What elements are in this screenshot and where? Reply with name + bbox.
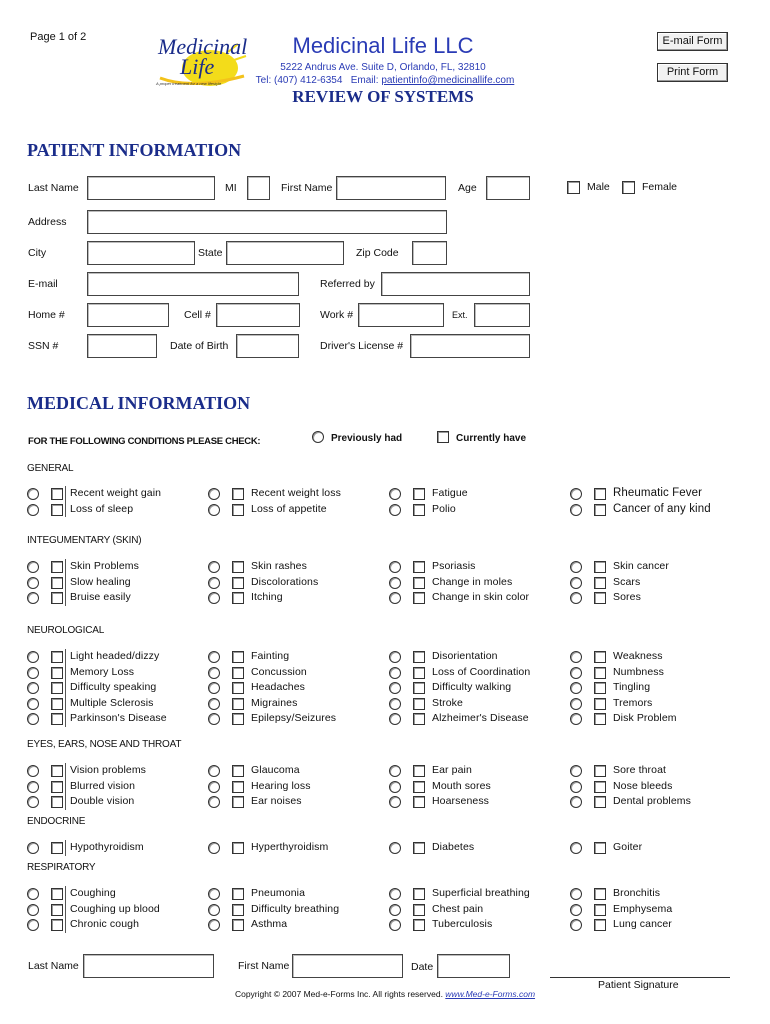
previously-had-radio[interactable] bbox=[570, 488, 582, 500]
female-checkbox[interactable] bbox=[622, 181, 635, 194]
currently-have-checkbox[interactable] bbox=[232, 698, 244, 710]
currently-have-checkbox[interactable] bbox=[232, 682, 244, 694]
condition-label: Asthma bbox=[251, 918, 288, 930]
previously-had-radio[interactable] bbox=[389, 796, 401, 808]
condition-label: Sore throat bbox=[613, 764, 667, 776]
previously-had-radio[interactable] bbox=[208, 488, 220, 500]
previously-had-radio[interactable] bbox=[27, 504, 39, 516]
currently-have-checkbox[interactable] bbox=[594, 651, 606, 663]
condition-label: Concussion bbox=[251, 666, 307, 678]
previously-had-radio[interactable] bbox=[208, 698, 220, 710]
previously-had-radio[interactable] bbox=[570, 651, 582, 663]
currently-have-checkbox[interactable] bbox=[51, 713, 63, 725]
currently-have-checkbox[interactable] bbox=[594, 698, 606, 710]
copyright-text: Copyright © 2007 Med-e-Forms Inc. All rights reserved. bbox=[234, 989, 446, 999]
currently-have-checkbox[interactable] bbox=[413, 765, 425, 777]
previously-had-radio[interactable] bbox=[389, 667, 401, 679]
previously-had-radio[interactable] bbox=[570, 713, 582, 725]
currently-have-checkbox[interactable] bbox=[594, 682, 606, 694]
condition-label: Bruise easily bbox=[70, 591, 131, 603]
category-title: INTEGUMENTARY (SKIN) bbox=[27, 535, 142, 546]
currently-have-checkbox[interactable] bbox=[232, 842, 244, 854]
currently-have-checkbox[interactable] bbox=[594, 781, 606, 793]
condition-label: Skin Problems bbox=[70, 560, 139, 572]
condition-label: Bronchitis bbox=[613, 887, 661, 899]
previously-had-radio[interactable] bbox=[570, 682, 582, 694]
previously-had-radio[interactable] bbox=[208, 713, 220, 725]
previously-had-radio[interactable] bbox=[27, 888, 39, 900]
footer-first-name-label: First Name bbox=[238, 960, 290, 972]
label-divider bbox=[65, 840, 66, 856]
previously-had-radio[interactable] bbox=[208, 919, 220, 931]
previously-had-radio[interactable] bbox=[208, 796, 220, 808]
currently-have-checkbox[interactable] bbox=[51, 698, 63, 710]
currently-have-checkbox[interactable] bbox=[232, 592, 244, 604]
previously-had-radio[interactable] bbox=[208, 765, 220, 777]
currently-have-checkbox[interactable] bbox=[594, 919, 606, 931]
footer-date-input[interactable] bbox=[437, 954, 510, 978]
footer-last-name-input[interactable] bbox=[83, 954, 214, 978]
previously-had-radio[interactable] bbox=[27, 667, 39, 679]
currently-have-checkbox[interactable] bbox=[51, 796, 63, 808]
currently-have-checkbox[interactable] bbox=[51, 488, 63, 500]
footer-last-name-label: Last Name bbox=[28, 960, 79, 972]
currently-have-checkbox[interactable] bbox=[232, 651, 244, 663]
condition-label: Loss of appetite bbox=[251, 503, 327, 515]
company-email-label: Email: bbox=[350, 75, 382, 86]
condition-label: Hoarseness bbox=[432, 795, 490, 807]
page-number: Page 1 of 2 bbox=[30, 31, 87, 43]
work-phone-label: Work # bbox=[320, 309, 354, 321]
previously-had-radio[interactable] bbox=[27, 904, 39, 916]
dob-label: Date of Birth bbox=[170, 340, 229, 352]
currently-have-checkbox[interactable] bbox=[232, 577, 244, 589]
previously-had-radio[interactable] bbox=[27, 592, 39, 604]
currently-have-checkbox[interactable] bbox=[232, 561, 244, 573]
previously-had-radio[interactable] bbox=[389, 577, 401, 589]
cell-phone-label: Cell # bbox=[184, 309, 211, 321]
previously-had-radio[interactable] bbox=[389, 682, 401, 694]
company-contact bbox=[240, 75, 530, 86]
category-title: NEUROLOGICAL bbox=[27, 625, 105, 636]
currently-have-checkbox[interactable] bbox=[594, 667, 606, 679]
condition-label: Migraines bbox=[251, 697, 298, 709]
previously-had-radio[interactable] bbox=[208, 682, 220, 694]
previously-had-radio[interactable] bbox=[570, 842, 582, 854]
label-divider bbox=[65, 486, 66, 517]
medical-info-title: MEDICAL INFORMATION bbox=[27, 393, 251, 413]
condition-label: Itching bbox=[251, 591, 283, 603]
condition-label: Hypothyroidism bbox=[70, 841, 144, 853]
logo-text-top: Medicinal bbox=[158, 34, 248, 59]
currently-have-checkbox[interactable] bbox=[51, 682, 63, 694]
currently-have-checkbox[interactable] bbox=[413, 904, 425, 916]
currently-have-checkbox[interactable] bbox=[51, 561, 63, 573]
category-title: ENDOCRINE bbox=[27, 816, 86, 827]
previously-had-radio[interactable] bbox=[208, 781, 220, 793]
condition-label: Numbness bbox=[613, 666, 664, 678]
currently-have-checkbox[interactable] bbox=[51, 904, 63, 916]
currently-have-checkbox[interactable] bbox=[594, 713, 606, 725]
zip-input[interactable] bbox=[412, 241, 447, 265]
condition-label: Weakness bbox=[613, 650, 663, 662]
condition-label: Pneumonia bbox=[251, 887, 306, 899]
label-divider bbox=[65, 886, 66, 933]
currently-have-checkbox[interactable] bbox=[594, 796, 606, 808]
previously-had-radio[interactable] bbox=[208, 592, 220, 604]
currently-have-checkbox[interactable] bbox=[232, 713, 244, 725]
previously-had-radio[interactable] bbox=[570, 577, 582, 589]
currently-have-checkbox[interactable] bbox=[594, 592, 606, 604]
condition-label: Hearing loss bbox=[251, 780, 311, 792]
currently-have-checkbox[interactable] bbox=[594, 504, 606, 516]
previously-had-radio[interactable] bbox=[389, 698, 401, 710]
company-tel: Tel: (407) 412-6354 bbox=[255, 75, 343, 86]
currently-have-checkbox[interactable] bbox=[413, 561, 425, 573]
previously-had-radio[interactable] bbox=[570, 765, 582, 777]
patient-info-title: PATIENT INFORMATION bbox=[27, 140, 242, 160]
condition-label: Chest pain bbox=[432, 903, 484, 915]
currently-have-checkbox[interactable] bbox=[594, 842, 606, 854]
male-label: Male bbox=[587, 181, 610, 193]
condition-label: Discolorations bbox=[251, 576, 319, 588]
condition-label: Hyperthyroidism bbox=[251, 841, 329, 853]
currently-have-checkbox[interactable] bbox=[413, 919, 425, 931]
ssn-label: SSN # bbox=[28, 340, 59, 352]
copyright bbox=[0, 989, 770, 999]
currently-have-checkbox[interactable] bbox=[594, 888, 606, 900]
currently-have-checkbox[interactable] bbox=[413, 651, 425, 663]
previously-had-radio[interactable] bbox=[389, 842, 401, 854]
currently-have-checkbox[interactable] bbox=[413, 796, 425, 808]
copyright-link[interactable]: www.Med-e-Forms.com bbox=[445, 989, 536, 999]
condition-label: Double vision bbox=[70, 795, 135, 807]
previously-had-radio[interactable] bbox=[27, 577, 39, 589]
previously-had-radio[interactable] bbox=[389, 888, 401, 900]
previously-had-radio[interactable] bbox=[208, 888, 220, 900]
condition-label: Difficulty breathing bbox=[251, 903, 340, 915]
city-label: City bbox=[28, 247, 47, 259]
category-title: GENERAL bbox=[27, 463, 74, 474]
condition-label: Light headed/dizzy bbox=[70, 650, 160, 662]
condition-label: Alzheimer's Disease bbox=[432, 712, 529, 724]
previously-had-radio[interactable] bbox=[389, 713, 401, 725]
currently-have-checkbox[interactable] bbox=[232, 919, 244, 931]
previously-had-radio[interactable] bbox=[27, 842, 39, 854]
ssn-input[interactable] bbox=[87, 334, 157, 358]
condition-label: Recent weight gain bbox=[70, 487, 162, 499]
previously-had-radio[interactable] bbox=[570, 698, 582, 710]
currently-have-checkbox[interactable] bbox=[51, 667, 63, 679]
condition-label: Loss of Coordination bbox=[432, 666, 531, 678]
condition-label: Difficulty walking bbox=[432, 681, 512, 693]
condition-label: Coughing up blood bbox=[70, 903, 160, 915]
state-label: State bbox=[198, 247, 223, 259]
currently-have-checkbox[interactable] bbox=[413, 842, 425, 854]
previously-had-radio[interactable] bbox=[27, 561, 39, 573]
condition-label: Epilepsy/Seizures bbox=[251, 712, 337, 724]
previously-had-radio[interactable] bbox=[570, 667, 582, 679]
currently-have-checkbox[interactable] bbox=[413, 504, 425, 516]
currently-have-checkbox[interactable] bbox=[413, 592, 425, 604]
previously-had-radio[interactable] bbox=[27, 698, 39, 710]
home-phone-input[interactable] bbox=[87, 303, 169, 327]
condition-label: Fatigue bbox=[432, 487, 468, 499]
currently-have-checkbox[interactable] bbox=[594, 577, 606, 589]
currently-have-checkbox[interactable] bbox=[594, 765, 606, 777]
condition-label: Emphysema bbox=[613, 903, 673, 915]
previously-had-radio[interactable] bbox=[208, 904, 220, 916]
condition-label: Fainting bbox=[251, 650, 290, 662]
previously-had-radio[interactable] bbox=[389, 781, 401, 793]
condition-label: Difficulty speaking bbox=[70, 681, 157, 693]
previously-had-radio[interactable] bbox=[389, 561, 401, 573]
first-name-label: First Name bbox=[281, 182, 333, 194]
condition-label: Goiter bbox=[613, 841, 643, 853]
female-label: Female bbox=[642, 181, 678, 193]
email-input[interactable] bbox=[87, 272, 299, 296]
condition-label: Multiple Sclerosis bbox=[70, 697, 154, 709]
category-title: EYES, EARS, NOSE AND THROAT bbox=[27, 739, 182, 750]
address-label: Address bbox=[28, 216, 67, 228]
previously-had-radio[interactable] bbox=[570, 904, 582, 916]
currently-have-checkbox[interactable] bbox=[232, 488, 244, 500]
condition-label: Change in moles bbox=[432, 576, 513, 588]
drivers-license-input[interactable] bbox=[410, 334, 530, 358]
previously-had-radio[interactable] bbox=[389, 919, 401, 931]
previously-had-radio[interactable] bbox=[27, 919, 39, 931]
legend-previously-radio-icon bbox=[312, 431, 324, 443]
previously-had-radio[interactable] bbox=[208, 842, 220, 854]
zip-label: Zip Code bbox=[356, 247, 399, 259]
last-name-label: Last Name bbox=[28, 182, 79, 194]
condition-label: Rheumatic Fever bbox=[613, 487, 703, 499]
currently-have-checkbox[interactable] bbox=[51, 765, 63, 777]
condition-label: Dental problems bbox=[613, 795, 691, 807]
condition-label: Diabetes bbox=[432, 841, 475, 853]
footer-date-label: Date bbox=[411, 961, 434, 973]
last-name-input[interactable] bbox=[87, 176, 215, 200]
previously-had-radio[interactable] bbox=[570, 592, 582, 604]
currently-have-checkbox[interactable] bbox=[594, 488, 606, 500]
condition-label: Tingling bbox=[613, 681, 651, 693]
category-title: RESPIRATORY bbox=[27, 862, 96, 873]
company-email-link[interactable]: patientinfo@medicinallife.com bbox=[381, 75, 515, 86]
age-input[interactable] bbox=[486, 176, 530, 200]
previously-had-radio[interactable] bbox=[27, 781, 39, 793]
ext-label: Ext. bbox=[452, 310, 468, 320]
label-divider bbox=[65, 763, 66, 810]
condition-label: Headaches bbox=[251, 681, 306, 693]
previously-had-radio[interactable] bbox=[570, 504, 582, 516]
condition-label: Parkinson's Disease bbox=[70, 712, 167, 724]
previously-had-radio[interactable] bbox=[27, 651, 39, 663]
currently-have-checkbox[interactable] bbox=[594, 561, 606, 573]
previously-had-radio[interactable] bbox=[27, 488, 39, 500]
currently-have-checkbox[interactable] bbox=[51, 781, 63, 793]
email-form-button[interactable]: E-mail Form bbox=[657, 32, 728, 51]
condition-label: Tremors bbox=[613, 697, 653, 709]
condition-label: Chronic cough bbox=[70, 918, 140, 930]
company-name: Medicinal Life LLC bbox=[292, 33, 474, 58]
previously-had-radio[interactable] bbox=[208, 667, 220, 679]
currently-have-checkbox[interactable] bbox=[232, 667, 244, 679]
previously-had-radio[interactable] bbox=[27, 682, 39, 694]
signature-label: Patient Signature bbox=[598, 979, 679, 991]
male-checkbox[interactable] bbox=[567, 181, 580, 194]
condition-label: Disorientation bbox=[432, 650, 498, 662]
currently-have-checkbox[interactable] bbox=[51, 842, 63, 854]
conditions-instruction: FOR THE FOLLOWING CONDITIONS PLEASE CHECK: bbox=[28, 436, 261, 447]
previously-had-radio[interactable] bbox=[389, 765, 401, 777]
label-divider bbox=[65, 559, 66, 606]
previously-had-radio[interactable] bbox=[208, 561, 220, 573]
currently-have-checkbox[interactable] bbox=[413, 888, 425, 900]
currently-have-checkbox[interactable] bbox=[232, 781, 244, 793]
address-input[interactable] bbox=[87, 210, 447, 234]
currently-have-checkbox[interactable] bbox=[232, 765, 244, 777]
previously-had-radio[interactable] bbox=[208, 504, 220, 516]
condition-label: Disk Problem bbox=[613, 712, 677, 724]
condition-label: Polio bbox=[432, 503, 456, 515]
condition-label: Nose bleeds bbox=[613, 780, 673, 792]
condition-label: Vision problems bbox=[70, 764, 147, 776]
currently-have-checkbox[interactable] bbox=[51, 592, 63, 604]
legend-previously-label: Previously had bbox=[331, 433, 403, 444]
condition-label: Mouth sores bbox=[432, 780, 491, 792]
legend-currently-checkbox-icon bbox=[437, 431, 449, 443]
drivers-license-label: Driver's License # bbox=[320, 340, 404, 352]
previously-had-radio[interactable] bbox=[570, 561, 582, 573]
previously-had-radio[interactable] bbox=[389, 488, 401, 500]
currently-have-checkbox[interactable] bbox=[51, 577, 63, 589]
previously-had-radio[interactable] bbox=[570, 781, 582, 793]
previously-had-radio[interactable] bbox=[570, 888, 582, 900]
logo-tagline: A proper treatment for a new lifestyle bbox=[156, 81, 222, 86]
condition-label: Coughing bbox=[70, 887, 116, 899]
condition-label: Scars bbox=[613, 576, 641, 588]
condition-label: Recent weight loss bbox=[251, 487, 341, 499]
currently-have-checkbox[interactable] bbox=[413, 488, 425, 500]
currently-have-checkbox[interactable] bbox=[51, 888, 63, 900]
condition-label: Psoriasis bbox=[432, 560, 476, 572]
mi-label: MI bbox=[225, 182, 237, 194]
legend-currently-label: Currently have bbox=[456, 433, 527, 444]
currently-have-checkbox[interactable] bbox=[232, 904, 244, 916]
condition-label: Change in skin color bbox=[432, 591, 530, 603]
previously-had-radio[interactable] bbox=[389, 904, 401, 916]
currently-have-checkbox[interactable] bbox=[413, 667, 425, 679]
condition-label: Superficial breathing bbox=[432, 887, 530, 899]
condition-label: Lung cancer bbox=[613, 918, 672, 930]
form-title: REVIEW OF SYSTEMS bbox=[292, 87, 474, 106]
currently-have-checkbox[interactable] bbox=[51, 919, 63, 931]
currently-have-checkbox[interactable] bbox=[232, 796, 244, 808]
condition-label: Skin cancer bbox=[613, 560, 669, 572]
ext-input[interactable] bbox=[474, 303, 530, 327]
currently-have-checkbox[interactable] bbox=[413, 781, 425, 793]
company-logo bbox=[152, 30, 252, 92]
condition-label: Cancer of any kind bbox=[613, 503, 711, 515]
previously-had-radio[interactable] bbox=[389, 651, 401, 663]
previously-had-radio[interactable] bbox=[389, 504, 401, 516]
condition-label: Tuberculosis bbox=[432, 918, 493, 930]
currently-have-checkbox[interactable] bbox=[413, 713, 425, 725]
previously-had-radio[interactable] bbox=[27, 765, 39, 777]
currently-have-checkbox[interactable] bbox=[51, 651, 63, 663]
currently-have-checkbox[interactable] bbox=[413, 577, 425, 589]
previously-had-radio[interactable] bbox=[208, 577, 220, 589]
logo-text-bottom: Life bbox=[180, 54, 215, 79]
label-divider bbox=[65, 649, 66, 727]
condition-label: Ear pain bbox=[432, 764, 472, 776]
mi-input[interactable] bbox=[247, 176, 270, 200]
previously-had-radio[interactable] bbox=[27, 796, 39, 808]
referred-by-input[interactable] bbox=[381, 272, 530, 296]
previously-had-radio[interactable] bbox=[570, 919, 582, 931]
print-form-button[interactable]: Print Form bbox=[657, 63, 728, 82]
currently-have-checkbox[interactable] bbox=[413, 682, 425, 694]
work-phone-input[interactable] bbox=[358, 303, 444, 327]
cell-phone-input[interactable] bbox=[216, 303, 300, 327]
home-phone-label: Home # bbox=[28, 309, 65, 321]
footer-first-name-input[interactable] bbox=[292, 954, 403, 978]
previously-had-radio[interactable] bbox=[570, 796, 582, 808]
currently-have-checkbox[interactable] bbox=[51, 504, 63, 516]
previously-had-radio[interactable] bbox=[208, 651, 220, 663]
currently-have-checkbox[interactable] bbox=[594, 904, 606, 916]
condition-label: Slow healing bbox=[70, 576, 131, 588]
currently-have-checkbox[interactable] bbox=[413, 698, 425, 710]
condition-label: Skin rashes bbox=[251, 560, 307, 572]
referred-by-label: Referred by bbox=[320, 278, 375, 290]
first-name-input[interactable] bbox=[336, 176, 446, 200]
condition-label: Glaucoma bbox=[251, 764, 300, 776]
previously-had-radio[interactable] bbox=[389, 592, 401, 604]
condition-label: Stroke bbox=[432, 697, 463, 709]
condition-label: Blurred vision bbox=[70, 780, 136, 792]
email-label: E-mail bbox=[28, 278, 58, 290]
city-input[interactable] bbox=[87, 241, 195, 265]
signature-line bbox=[550, 977, 730, 978]
dob-input[interactable] bbox=[236, 334, 299, 358]
condition-label: Ear noises bbox=[251, 795, 302, 807]
previously-had-radio[interactable] bbox=[27, 713, 39, 725]
condition-label: Memory Loss bbox=[70, 666, 135, 678]
condition-label: Sores bbox=[613, 591, 641, 603]
condition-label: Loss of sleep bbox=[70, 503, 134, 515]
currently-have-checkbox[interactable] bbox=[232, 888, 244, 900]
currently-have-checkbox[interactable] bbox=[232, 504, 244, 516]
state-input[interactable] bbox=[226, 241, 344, 265]
age-label: Age bbox=[458, 182, 477, 194]
company-address: 5222 Andrus Ave. Suite D, Orlando, FL, 32810 bbox=[280, 62, 486, 73]
